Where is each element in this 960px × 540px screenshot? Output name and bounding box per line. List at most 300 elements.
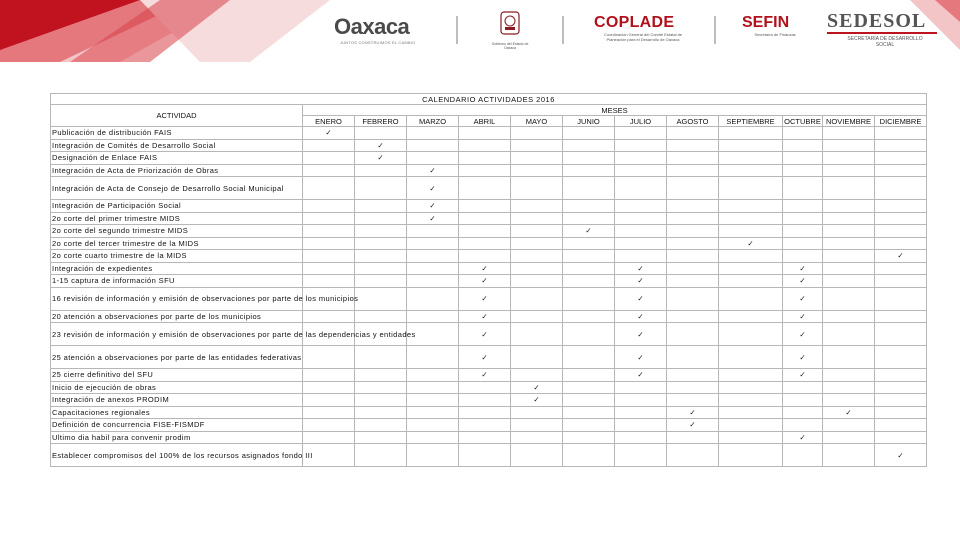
month-cell: [563, 200, 615, 213]
month-cell: [303, 275, 355, 288]
activity-name: Integración de Comités de Desarrollo Social: [51, 139, 303, 152]
month-cell: [355, 262, 407, 275]
month-cell: [615, 237, 667, 250]
month-cell: [407, 406, 459, 419]
calendar-title: CALENDARIO ACTIVIDADES 2016: [51, 94, 927, 105]
month-cell: [719, 323, 783, 346]
oaxaca-logo: [334, 8, 424, 52]
table-row: [51, 369, 927, 382]
month-cell: [303, 369, 355, 382]
month-cell: [407, 237, 459, 250]
activity-name: 2o corte del primer trimestre MIDS: [51, 212, 303, 225]
month-cell: [615, 431, 667, 444]
month-cell: [783, 287, 823, 310]
month-cell: [667, 177, 719, 200]
table-row: [51, 164, 927, 177]
month-cell: [783, 406, 823, 419]
checkmark-icon: ✓: [481, 294, 488, 303]
month-header-cell: ABRIL: [459, 116, 511, 127]
sefin-logo-text: SEFIN: [742, 14, 790, 31]
month-cell: [615, 310, 667, 323]
month-cell: [303, 406, 355, 419]
checkmark-icon: ✓: [481, 352, 488, 362]
month-cell: [511, 394, 563, 407]
month-cell: [511, 444, 563, 467]
month-cell: [303, 444, 355, 467]
table-row: [51, 394, 927, 407]
month-cell: [563, 323, 615, 346]
checkmark-icon: ✓: [799, 311, 806, 321]
month-cell: [667, 419, 719, 432]
checkmark-icon: ✓: [637, 263, 644, 273]
month-cell: [563, 177, 615, 200]
table-row: [51, 419, 927, 432]
checkmark-icon: ✓: [799, 432, 806, 442]
month-cell: [615, 177, 667, 200]
month-cell: [303, 323, 355, 346]
logo-divider: [456, 16, 458, 44]
checkmark-icon: ✓: [325, 128, 332, 138]
month-cell: [355, 431, 407, 444]
month-cell: [615, 394, 667, 407]
month-cell: [407, 152, 459, 165]
month-cell: [783, 346, 823, 369]
month-cell: [355, 127, 407, 140]
month-cell: [563, 262, 615, 275]
month-cell: [407, 310, 459, 323]
month-cell: [667, 127, 719, 140]
decorative-corner-left: [0, 0, 330, 62]
seal-caption: Gobierno del Estado de Oaxaca: [491, 42, 529, 50]
month-cell: [823, 225, 875, 238]
table-row: [51, 287, 927, 310]
month-cell: [719, 262, 783, 275]
month-cell: [303, 177, 355, 200]
month-cell: [719, 177, 783, 200]
month-cell: [355, 177, 407, 200]
table-row: [51, 225, 927, 238]
month-cell: [783, 164, 823, 177]
month-cell: [783, 139, 823, 152]
month-cell: [719, 431, 783, 444]
month-cell: [303, 237, 355, 250]
month-cell: [783, 394, 823, 407]
checkmark-icon: ✓: [637, 276, 644, 286]
month-cell: [667, 212, 719, 225]
month-cell: [511, 139, 563, 152]
month-cell: [303, 250, 355, 263]
month-cell: [355, 237, 407, 250]
month-cell: [563, 152, 615, 165]
month-cell: [875, 369, 927, 382]
month-cell: [783, 323, 823, 346]
month-cell: [355, 323, 407, 346]
month-cell: [355, 212, 407, 225]
checkmark-icon: ✓: [481, 311, 488, 321]
checkmark-icon: ✓: [747, 238, 754, 248]
month-cell: [615, 152, 667, 165]
month-cell: [875, 139, 927, 152]
checkmark-icon: ✓: [585, 226, 592, 236]
month-cell: [783, 237, 823, 250]
month-cell: [459, 406, 511, 419]
month-cell: [667, 200, 719, 213]
month-cell: [511, 200, 563, 213]
month-header-cell: MARZO: [407, 116, 459, 127]
month-cell: [563, 431, 615, 444]
month-cell: [823, 152, 875, 165]
table-row: [51, 237, 927, 250]
month-cell: [875, 212, 927, 225]
month-cell: [303, 287, 355, 310]
month-cell: [615, 369, 667, 382]
months-header: MESES: [303, 105, 927, 116]
month-cell: [783, 310, 823, 323]
month-cell: [823, 287, 875, 310]
month-header-cell: SEPTIEMBRE: [719, 116, 783, 127]
checkmark-icon: ✓: [689, 420, 696, 430]
checkmark-icon: ✓: [897, 450, 904, 460]
month-cell: [303, 139, 355, 152]
month-cell: [563, 139, 615, 152]
month-cell: [511, 381, 563, 394]
month-cell: [563, 310, 615, 323]
month-cell: [875, 275, 927, 288]
oaxaca-logo-text: Oaxaca: [334, 14, 410, 39]
month-cell: [459, 394, 511, 407]
month-cell: [823, 200, 875, 213]
month-cell: [459, 310, 511, 323]
month-header-cell: JULIO: [615, 116, 667, 127]
month-cell: [355, 139, 407, 152]
month-cell: [563, 444, 615, 467]
month-cell: [303, 419, 355, 432]
sedesol-subtitle: SECRETARÍA DE DESARROLLO SOCIAL: [847, 36, 923, 48]
table-row: [51, 381, 927, 394]
month-cell: [355, 200, 407, 213]
month-cell: [823, 431, 875, 444]
month-cell: [615, 212, 667, 225]
checkmark-icon: ✓: [533, 395, 540, 405]
checkmark-icon: ✓: [897, 251, 904, 261]
month-cell: [459, 431, 511, 444]
month-cell: [459, 237, 511, 250]
month-cell: [511, 237, 563, 250]
activity-name: 2o corte del segundo trimestre MIDS: [51, 225, 303, 238]
month-header-cell: MAYO: [511, 116, 563, 127]
month-cell: [875, 152, 927, 165]
month-cell: [355, 310, 407, 323]
checkmark-icon: ✓: [481, 263, 488, 273]
checkmark-icon: ✓: [481, 329, 488, 339]
month-cell: [511, 275, 563, 288]
month-cell: [667, 394, 719, 407]
table-row: [51, 406, 927, 419]
month-cell: [823, 127, 875, 140]
month-cell: [783, 381, 823, 394]
month-cell: [407, 369, 459, 382]
oaxaca-tagline: JUNTOS CONSTRUIMOS EL CAMBIO: [340, 40, 416, 45]
month-cell: [303, 381, 355, 394]
month-cell: [667, 346, 719, 369]
checkmark-icon: ✓: [799, 294, 806, 303]
month-cell: [407, 200, 459, 213]
activity-name: 23 revisión de información y emisión de observaciones por parte de las dependencias y entidades: [51, 323, 303, 346]
table-row: [51, 275, 927, 288]
checkmark-icon: ✓: [689, 407, 696, 417]
table-row: [51, 444, 927, 467]
month-cell: [875, 310, 927, 323]
month-cell: [407, 287, 459, 310]
table-row: [51, 127, 927, 140]
checkmark-icon: ✓: [799, 352, 806, 362]
month-cell: [667, 444, 719, 467]
month-cell: [667, 275, 719, 288]
table-row: [51, 346, 927, 369]
month-cell: [719, 152, 783, 165]
month-cell: [615, 287, 667, 310]
month-cell: [719, 406, 783, 419]
activity-name: 2o corte cuarto trimestre de la MIDS: [51, 250, 303, 263]
month-cell: [615, 406, 667, 419]
month-cell: [355, 419, 407, 432]
month-cell: [459, 177, 511, 200]
month-cell: [459, 250, 511, 263]
month-cell: [407, 323, 459, 346]
month-cell: [875, 237, 927, 250]
checkmark-icon: ✓: [429, 201, 436, 211]
month-cell: [823, 250, 875, 263]
month-cell: [667, 323, 719, 346]
month-cell: [719, 419, 783, 432]
month-cell: [875, 250, 927, 263]
month-cell: [783, 225, 823, 238]
month-cell: [459, 323, 511, 346]
month-cell: [563, 381, 615, 394]
month-cell: [823, 262, 875, 275]
month-cell: [459, 164, 511, 177]
month-cell: [407, 139, 459, 152]
month-cell: [355, 275, 407, 288]
month-cell: [615, 250, 667, 263]
activity-name: Definición de concurrencia FISE-FISMDF: [51, 419, 303, 432]
month-cell: [667, 164, 719, 177]
month-cell: [563, 287, 615, 310]
checkmark-icon: ✓: [481, 276, 488, 286]
month-cell: [823, 275, 875, 288]
month-cell: [719, 225, 783, 238]
activity-name: 25 cierre definitivo del SFU: [51, 369, 303, 382]
month-cell: [303, 200, 355, 213]
month-cell: [875, 164, 927, 177]
table-row: [51, 310, 927, 323]
month-cell: [303, 394, 355, 407]
month-cell: [875, 287, 927, 310]
month-cell: [823, 164, 875, 177]
coplade-subtitle: Coordinación General del Comité Estatal de Planeación para el Desarrollo de Oaxaca: [603, 32, 683, 42]
month-cell: [823, 310, 875, 323]
sefin-subtitle: Secretaría de Finanzas: [754, 32, 796, 37]
month-cell: [667, 381, 719, 394]
logo-divider: [562, 16, 564, 44]
month-cell: [719, 381, 783, 394]
month-cell: [459, 346, 511, 369]
month-cell: [875, 444, 927, 467]
month-cell: [719, 310, 783, 323]
month-cell: [667, 310, 719, 323]
month-cell: [783, 177, 823, 200]
month-cell: [511, 419, 563, 432]
month-cell: [667, 225, 719, 238]
activity-name: Integración de Acta de Priorización de Obras: [51, 164, 303, 177]
table-row: [51, 177, 927, 200]
checkmark-icon: ✓: [845, 407, 852, 417]
month-cell: [823, 323, 875, 346]
checkmark-icon: ✓: [799, 370, 806, 380]
activity-name: Establecer compromisos del 100% de los recursos asignados fondo III: [51, 444, 303, 467]
checkmark-icon: ✓: [637, 329, 644, 339]
checkmark-icon: ✓: [429, 165, 436, 175]
month-cell: [615, 346, 667, 369]
checkmark-icon: ✓: [481, 370, 488, 380]
month-header-cell: FEBRERO: [355, 116, 407, 127]
sedesol-underline: [827, 32, 937, 34]
month-cell: [875, 127, 927, 140]
table-row: [51, 139, 927, 152]
checkmark-icon: ✓: [637, 294, 644, 303]
month-cell: [407, 127, 459, 140]
month-cell: [823, 381, 875, 394]
month-cell: [459, 275, 511, 288]
month-cell: [783, 444, 823, 467]
month-cell: [407, 262, 459, 275]
month-cell: [459, 381, 511, 394]
month-cell: [563, 212, 615, 225]
month-cell: [823, 394, 875, 407]
month-cell: [511, 164, 563, 177]
month-cell: [407, 431, 459, 444]
activity-name: Inicio de ejecución de obras: [51, 381, 303, 394]
month-cell: [783, 369, 823, 382]
sefin-logo: [740, 8, 800, 52]
month-cell: [719, 212, 783, 225]
checkmark-icon: ✓: [637, 311, 644, 321]
month-cell: [459, 139, 511, 152]
month-cell: [823, 406, 875, 419]
month-cell: [563, 164, 615, 177]
month-cell: [459, 369, 511, 382]
activity-name: 20 atención a observaciones por parte de los municipios: [51, 310, 303, 323]
month-cell: [459, 200, 511, 213]
month-cell: [615, 200, 667, 213]
activity-name: Integración de Participación Social: [51, 200, 303, 213]
month-cell: [875, 200, 927, 213]
month-cell: [355, 394, 407, 407]
table-row: [51, 431, 927, 444]
month-cell: [459, 225, 511, 238]
month-cell: [355, 381, 407, 394]
month-cell: [407, 225, 459, 238]
month-cell: [783, 127, 823, 140]
month-cell: [615, 262, 667, 275]
month-cell: [459, 444, 511, 467]
month-cell: [615, 444, 667, 467]
month-header-cell: ENERO: [303, 116, 355, 127]
month-cell: [823, 346, 875, 369]
month-cell: [719, 139, 783, 152]
month-cell: [303, 164, 355, 177]
month-cell: [783, 419, 823, 432]
month-header-cell: OCTUBRE: [784, 116, 821, 126]
activity-name: Designación de Enlace FAIS: [51, 152, 303, 165]
month-cell: [875, 381, 927, 394]
checkmark-icon: ✓: [799, 329, 806, 339]
month-cell: [459, 212, 511, 225]
month-cell: [303, 152, 355, 165]
month-cell: [719, 164, 783, 177]
month-cell: [875, 262, 927, 275]
month-header-cell: AGOSTO: [667, 116, 719, 127]
month-cell: [563, 225, 615, 238]
activity-calendar: [50, 93, 926, 460]
activity-name: Ultimo dia habil para convenir prodim: [51, 431, 303, 444]
month-cell: [719, 275, 783, 288]
month-cell: [407, 250, 459, 263]
month-cell: [563, 419, 615, 432]
month-cell: [563, 369, 615, 382]
month-cell: [615, 275, 667, 288]
checkmark-icon: ✓: [637, 370, 644, 380]
month-cell: [783, 431, 823, 444]
month-cell: [407, 275, 459, 288]
activity-name: Capacitaciones regionales: [51, 406, 303, 419]
state-seal-logo: [490, 8, 530, 52]
month-cell: [875, 406, 927, 419]
coplade-logo: [590, 8, 690, 52]
month-cell: [719, 250, 783, 263]
month-cell: [563, 250, 615, 263]
table-row: [51, 323, 927, 346]
month-cell: [823, 212, 875, 225]
month-cell: [783, 275, 823, 288]
checkmark-icon: ✓: [429, 183, 436, 193]
month-header-cell: DICIEMBRE: [875, 116, 927, 127]
month-cell: [615, 381, 667, 394]
logo-divider: [714, 16, 716, 44]
month-cell: [667, 152, 719, 165]
table-row: [51, 262, 927, 275]
checkmark-icon: ✓: [799, 276, 806, 286]
month-cell: [355, 152, 407, 165]
month-cell: [563, 406, 615, 419]
month-cell: [407, 394, 459, 407]
month-cell: [407, 346, 459, 369]
month-cell: [303, 225, 355, 238]
month-cell: [667, 139, 719, 152]
month-cell: [875, 323, 927, 346]
sedesol-logo-text: SEDESOL: [827, 10, 927, 32]
month-cell: [407, 419, 459, 432]
table-row: [51, 212, 927, 225]
month-cell: [355, 444, 407, 467]
checkmark-icon: ✓: [377, 153, 384, 163]
month-cell: [303, 310, 355, 323]
month-cell: [303, 262, 355, 275]
month-cell: [783, 250, 823, 263]
month-cell: [823, 419, 875, 432]
month-cell: [615, 419, 667, 432]
month-cell: [511, 431, 563, 444]
